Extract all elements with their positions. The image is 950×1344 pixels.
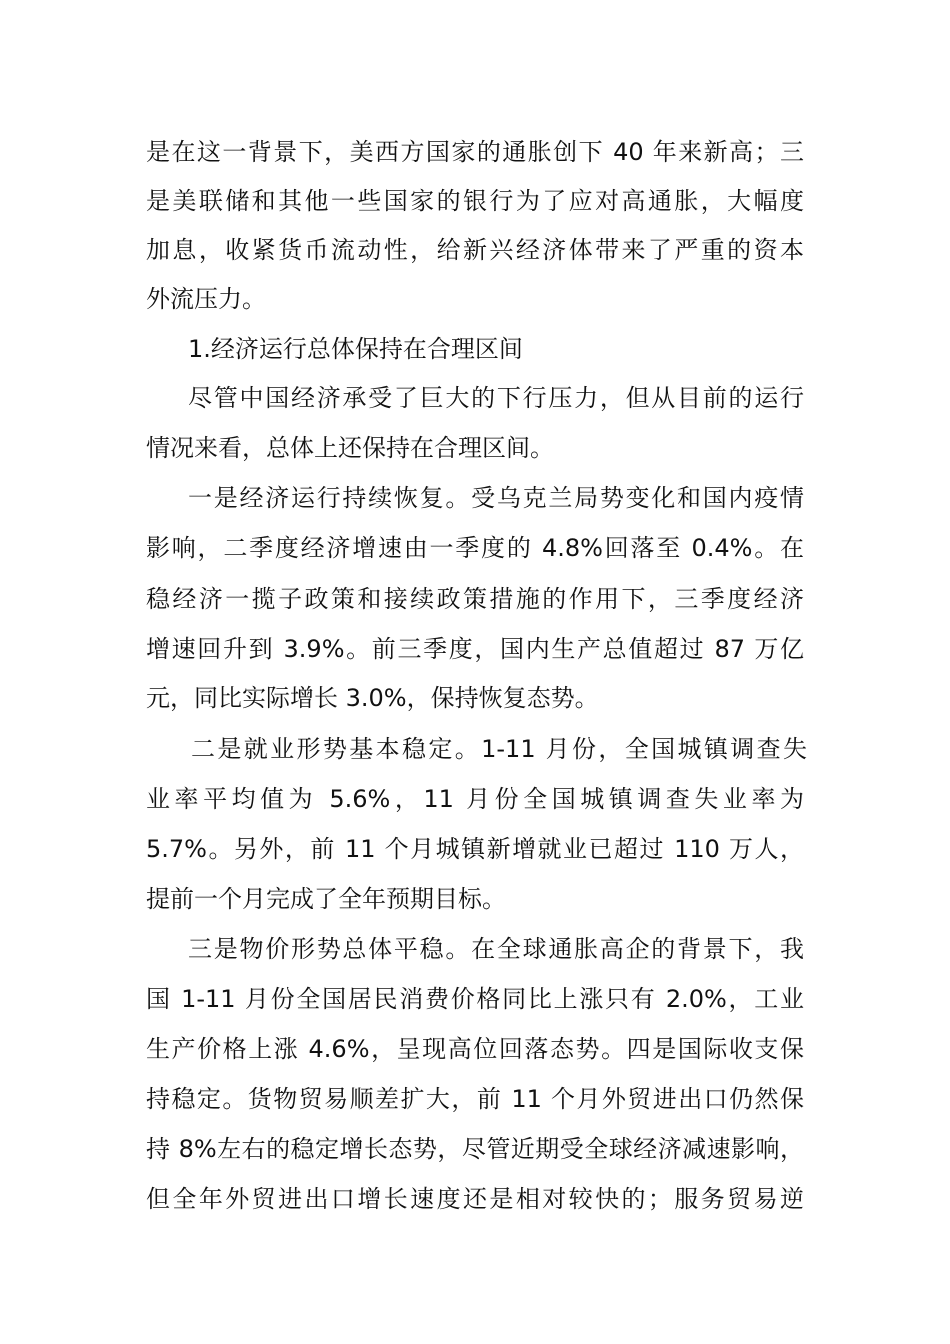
paragraph-line: 5.7%。另外，前 11 个月城镇新增就业已超过 110 万人， <box>146 835 804 863</box>
paragraph-line: 持 8%左右的稳定增长态势，尽管近期受全球经济减速影响， <box>146 1135 804 1163</box>
paragraph-line: 外流压力。 <box>146 285 266 313</box>
paragraph-line: 持稳定。货物贸易顺差扩大，前 11 个月外贸进出口仍然保 <box>146 1085 804 1113</box>
paragraph-line: 国 1-11 月份全国居民消费价格同比上涨只有 2.0%，工业 <box>146 985 804 1013</box>
paragraph-line: 三是物价形势总体平稳。在全球通胀高企的背景下，我 <box>188 935 804 963</box>
paragraph-line: 增速回升到 3.9%。前三季度，国内生产总值超过 87 万亿 <box>146 635 804 663</box>
paragraph-line: 是美联储和其他一些国家的银行为了应对高通胀，大幅度 <box>146 187 804 215</box>
paragraph-line: 影响，二季度经济增速由一季度的 4.8%回落至 0.4%。在 <box>146 534 804 562</box>
paragraph-line: 尽管中国经济承受了巨大的下行压力，但从目前的运行 <box>188 384 804 412</box>
paragraph-line: 提前一个月完成了全年预期目标。 <box>146 885 506 913</box>
paragraph-line: 生产价格上涨 4.6%，呈现高位回落态势。四是国际收支保 <box>146 1035 804 1063</box>
paragraph-line: 情况来看，总体上还保持在合理区间。 <box>146 434 554 462</box>
paragraph-line: 一是经济运行持续恢复。受乌克兰局势变化和国内疫情 <box>188 484 804 512</box>
section-heading: 1.经济运行总体保持在合理区间 <box>188 335 523 363</box>
paragraph-line: 但全年外贸进出口增长速度还是相对较快的；服务贸易逆 <box>146 1185 804 1213</box>
paragraph-line: 元，同比实际增长 3.0%，保持恢复态势。 <box>146 684 599 712</box>
paragraph-line: 业率平均值为 5.6%，11 月份全国城镇调查失业率为 <box>146 785 804 813</box>
paragraph-line: 二是就业形势基本稳定。1-11 月份，全国城镇调查失 <box>191 735 807 763</box>
paragraph-line: 加息，收紧货币流动性，给新兴经济体带来了严重的资本 <box>146 236 804 264</box>
paragraph-line: 稳经济一揽子政策和接续政策措施的作用下，三季度经济 <box>146 585 804 613</box>
paragraph-line: 是在这一背景下，美西方国家的通胀创下 40 年来新高；三 <box>146 138 804 166</box>
